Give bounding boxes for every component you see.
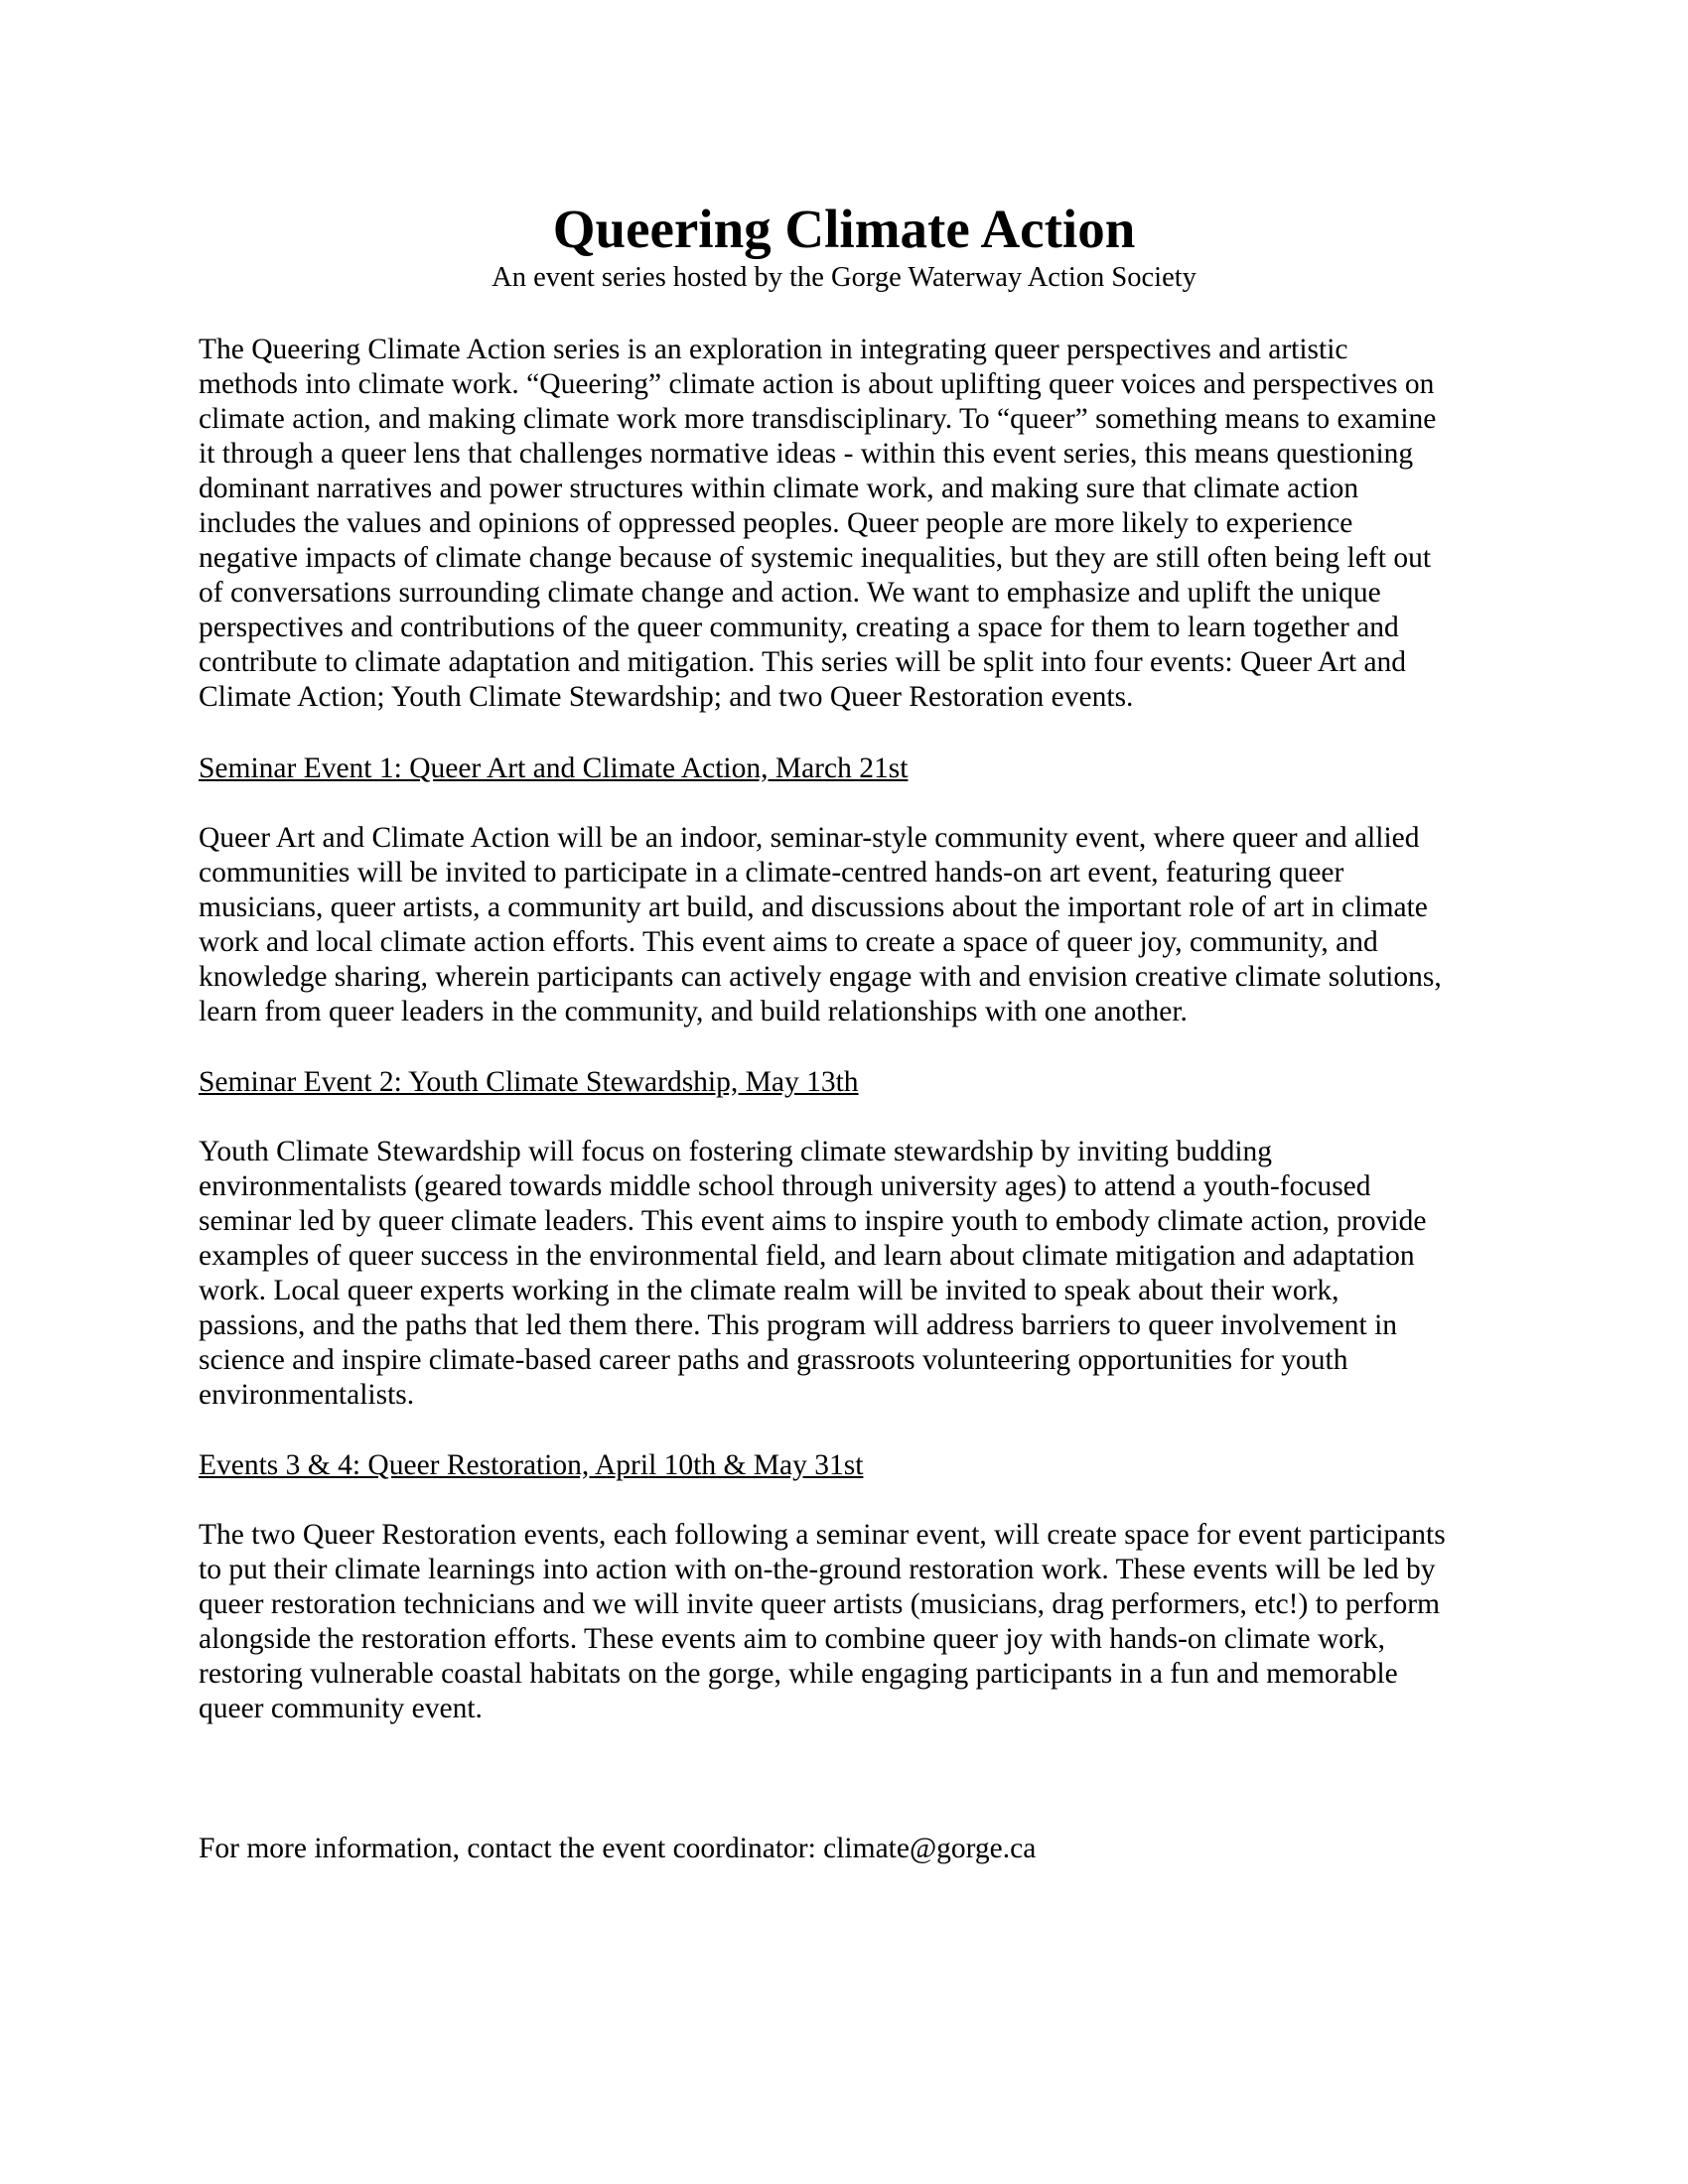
paragraph-line: environmentalists.: [199, 1379, 415, 1411]
paragraph-line: negative impacts of climate change because of systemic inequalities, but they are still often being left out: [199, 542, 1432, 574]
document-title: Queering Climate Action: [552, 199, 1136, 259]
paragraph-line: queer restoration technicians and we will invite queer artists (musicians, drag performers, etc!) to perform: [199, 1588, 1441, 1620]
paragraph-line: alongside the restoration efforts. These events aim to combine queer joy with hands-on climate work,: [199, 1623, 1385, 1655]
paragraph-line: climate action, and making climate work more transdisciplinary. To “queer” something means to examine: [199, 403, 1437, 435]
paragraph-line: restoring vulnerable coastal habitats on the gorge, while engaging participants in a fun and memorable: [199, 1658, 1398, 1690]
paragraph-line: it through a queer lens that challenges normative ideas - within this event series, this means questioning: [199, 438, 1414, 470]
paragraph-line: to put their climate learnings into action with on-the-ground restoration work. These events will be led by: [199, 1554, 1436, 1585]
paragraph-line: examples of queer success in the environmental field, and learn about climate mitigation and adaptation: [199, 1240, 1415, 1272]
paragraph-line: knowledge sharing, wherein participants can actively engage with and envision creative climate solutions,: [199, 961, 1442, 993]
event-2-heading: Seminar Event 2: Youth Climate Stewardship, May 13th: [199, 1066, 859, 1098]
document-subtitle: An event series hosted by the Gorge Waterway Action Society: [492, 262, 1196, 293]
paragraph-line: communities will be invited to participate in a climate-centred hands-on art event, featuring queer: [199, 857, 1344, 888]
paragraph-line: environmentalists (geared towards middle school through university ages) to attend a youth-focused: [199, 1170, 1371, 1202]
paragraph-line: The Queering Climate Action series is an exploration in integrating queer perspectives and artistic: [199, 334, 1348, 365]
event-3-4-paragraph: [199, 1518, 1489, 1726]
paragraph-line: seminar led by queer climate leaders. This event aims to inspire youth to embody climate action, provide: [199, 1205, 1427, 1237]
paragraph-line: includes the values and opinions of oppressed peoples. Queer people are more likely to experience: [199, 507, 1353, 539]
event-1-paragraph: [199, 821, 1489, 1029]
paragraph-line: science and inspire climate-based career paths and grassroots volunteering opportunities for youth: [199, 1344, 1348, 1376]
paragraph-line: dominant narratives and power structures within climate work, and making sure that climate action: [199, 473, 1359, 504]
paragraph-line: Youth Climate Stewardship will focus on fostering climate stewardship by inviting budding: [199, 1136, 1273, 1167]
paragraph-line: musicians, queer artists, a community art build, and discussions about the important role of art in climate: [199, 891, 1428, 923]
paragraph-line: perspectives and contributions of the queer community, creating a space for them to learn together and: [199, 612, 1399, 643]
paragraph-line: Queer Art and Climate Action will be an indoor, seminar-style community event, where queer and allied: [199, 822, 1420, 854]
intro-paragraph: [199, 333, 1489, 715]
event-1-heading: Seminar Event 1: Queer Art and Climate Action, March 21st: [199, 752, 909, 784]
paragraph-line: work. Local queer experts working in the climate realm will be invited to speak about their work,: [199, 1275, 1339, 1306]
paragraph-line: contribute to climate adaptation and mitigation. This series will be split into four events: Queer Art and: [199, 646, 1407, 678]
paragraph-line: methods into climate work. “Queering” climate action is about uplifting queer voices and perspectives on: [199, 368, 1435, 400]
paragraph-line: Climate Action; Youth Climate Stewardship; and two Queer Restoration events.: [199, 681, 1134, 713]
event-3-4-heading: Events 3 & 4: Queer Restoration, April 10th & May 31st: [199, 1449, 864, 1481]
paragraph-line: passions, and the paths that led them there. This program will address barriers to queer involvement in: [199, 1309, 1398, 1341]
paragraph-line: queer community event.: [199, 1693, 483, 1724]
paragraph-line: The two Queer Restoration events, each following a seminar event, will create space for event participants: [199, 1519, 1446, 1551]
paragraph-line: of conversations surrounding climate change and action. We want to emphasize and uplift the unique: [199, 577, 1381, 609]
paragraph-line: work and local climate action efforts. This event aims to create a space of queer joy, community, and: [199, 926, 1378, 958]
event-2-paragraph: [199, 1135, 1489, 1413]
contact-line: For more information, contact the event coordinator: climate@gorge.ca: [199, 1833, 1037, 1864]
paragraph-line: learn from queer leaders in the community, and build relationships with one another.: [199, 996, 1188, 1027]
